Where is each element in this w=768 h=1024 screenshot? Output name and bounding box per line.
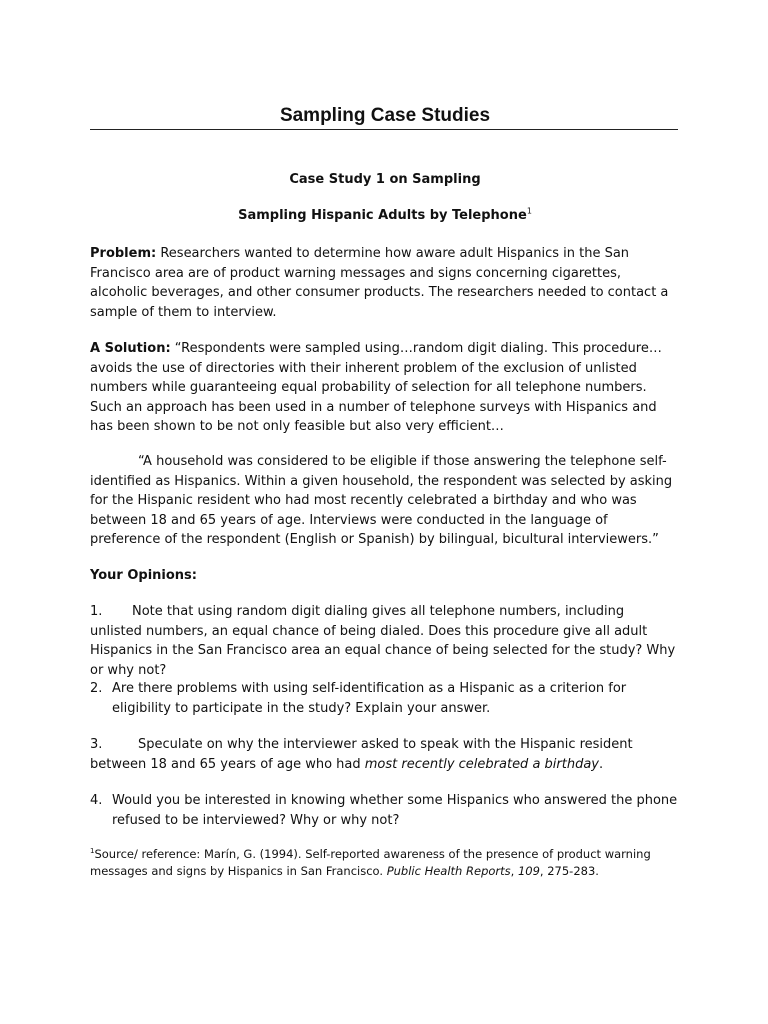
footnote-pages: , 275-283. xyxy=(539,864,599,878)
case-study-subheading xyxy=(90,206,680,226)
title-divider xyxy=(90,129,678,130)
solution-text: “Respondents were sampled using…random digit dialing. This procedure… avoids the use of directories with their inherent problem of the exclusion of unlisted numbers while guaranteeing equal probability of selection for all telephone numbers. Such an approach has been used in a number of telephone surveys with Hispanics and has been shown to be not only feasible but also very efficient… xyxy=(90,341,662,434)
problem-label: Problem: xyxy=(90,246,157,261)
question-number: 1. xyxy=(90,604,103,619)
question-number: 3. xyxy=(90,737,103,752)
opinions-heading: Your Opinions: xyxy=(90,568,197,583)
question-emphasis: most recently celebrated a birthday xyxy=(364,756,600,772)
question-item xyxy=(90,791,680,830)
footnote xyxy=(90,846,680,880)
question-text-end: . xyxy=(599,756,604,772)
case-study-heading: Case Study 1 on Sampling xyxy=(289,172,481,187)
question-number: 2. xyxy=(90,681,103,696)
subheading-text: Sampling Hispanic Adults by Telephone xyxy=(238,208,527,223)
footnote-reference: 1 xyxy=(526,206,532,216)
footnote-volume: 109 xyxy=(517,864,540,878)
solution-label: A Solution: xyxy=(90,341,171,356)
footnote-mark: 1 xyxy=(90,847,95,856)
question-text: Speculate on why the interviewer asked to speak with the Hispanic resident between 18 and 65 years of age who had xyxy=(90,737,633,772)
question-text: Note that using random digit dialing gives all telephone numbers, including unlisted numbers, an equal chance of being dialed. Does this procedure give all adult Hispanics in the San Francisco area an equal chance of being selected for the study? Why or why not? xyxy=(90,604,676,678)
page-title: Sampling Case Studies xyxy=(279,105,491,126)
problem-paragraph xyxy=(90,244,680,322)
question-number: 4. xyxy=(90,793,103,808)
question-text: Would you be interested in knowing whether some Hispanics who answered the phone refused to be interviewed? Why or why not? xyxy=(112,793,678,828)
footnote-separator: , xyxy=(510,864,518,878)
solution-quote-paragraph: “A household was considered to be eligible if those answering the telephone self-identified as Hispanics. Within a given household, the respondent was selected by asking for the Hispanic resident who had most recently celebrated a birthday and who was between 18 and 65 years of age. Interviews were conducted in the language of preference of the respondent (English or Spanish) by bilingual, bicultural interviewers.” xyxy=(90,454,673,547)
question-item xyxy=(90,602,680,680)
question-text: Are there problems with using self-identification as a Hispanic as a criterion for eligibility to participate in the study? Explain your answer. xyxy=(112,681,627,716)
solution-paragraph xyxy=(90,339,680,437)
question-item xyxy=(90,679,680,718)
question-item xyxy=(90,735,680,774)
footnote-text: Source/ reference: Marín, G. (1994). Self-reported awareness of the presence of product warning messages and signs by Hispanics in San Francisco. xyxy=(90,847,651,878)
problem-text: Researchers wanted to determine how aware adult Hispanics in the San Francisco area are of product warning messages and signs concerning cigarettes, alcoholic beverages, and other consumer products. The researchers needed to contact a sample of them to interview. xyxy=(90,246,669,320)
footnote-journal: Public Health Reports xyxy=(386,864,511,878)
